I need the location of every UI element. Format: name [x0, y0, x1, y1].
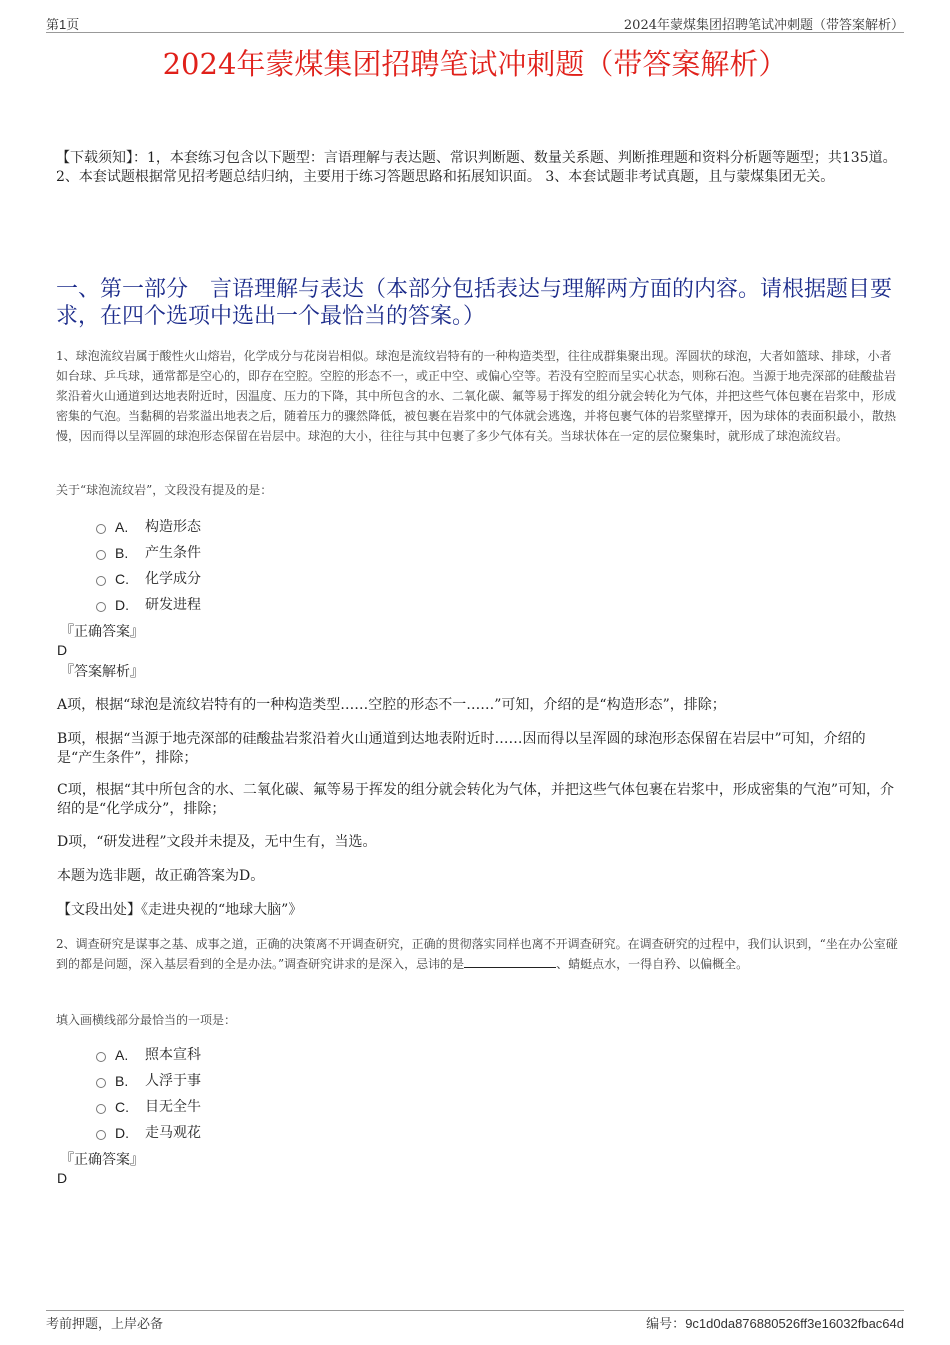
- fill-in-blank: [464, 955, 556, 968]
- code-label: 编号：: [646, 1317, 686, 1332]
- page-title: 2024年蒙煤集团招聘笔试冲刺题（带答案解析）: [162, 47, 788, 81]
- question-2-prompt: 填入画横线部分最恰当的一项是：: [56, 1013, 237, 1027]
- section-title: 一、第一部分 言语理解与表达（本部分包括表达与理解两方面的内容。请根据题目要求，在四个选项中选出一个最恰当的答案。）: [56, 277, 893, 329]
- option-letter: D.: [115, 1125, 129, 1141]
- analysis-c: C项，根据“其中所包含的水、二氧化碳、氟等易于挥发的组分就会转化为气体，并把这些气体包裹在岩浆中，形成密集的气泡”可知，介绍的是“化学成分”，排除；: [57, 782, 895, 817]
- option-letter: D.: [115, 597, 129, 613]
- radio-icon[interactable]: [96, 576, 106, 586]
- radio-icon[interactable]: [96, 1130, 106, 1140]
- answer-label: 『正确答案』: [60, 624, 144, 640]
- radio-icon[interactable]: [96, 602, 106, 612]
- option-letter: B.: [115, 1073, 129, 1089]
- option-letter: C.: [115, 1099, 129, 1115]
- radio-icon[interactable]: [96, 550, 106, 560]
- page-number: 第1页: [46, 17, 80, 32]
- analysis-d: D项，“研发进程”文段并未提及，无中生有，当选。: [57, 834, 377, 850]
- option-text: 走马观花: [145, 1125, 201, 1141]
- option-a[interactable]: [96, 1042, 496, 1068]
- header-doc-title: 2024年蒙煤集团招聘笔试冲刺题（带答案解析）: [623, 18, 904, 33]
- option-d[interactable]: [96, 1120, 496, 1146]
- answer-value: D: [57, 1170, 68, 1186]
- question-1-options: [96, 514, 496, 618]
- option-d[interactable]: [96, 592, 496, 618]
- option-text: 目无全牛: [145, 1099, 201, 1115]
- option-letter: B.: [115, 545, 129, 561]
- analysis-b: B项，根据“当源于地壳深部的硅酸盐岩浆沿着火山通道到达地表附近时……因而得以呈浑圆的球泡形态保留在岩层中”可知，介绍的是“产生条件”，排除；: [57, 731, 866, 766]
- analysis-a: A项，根据“球泡是流纹岩特有的一种构造类型……空腔的形态不一……”可知，介绍的是“构造形态”，排除；: [57, 697, 726, 713]
- radio-icon[interactable]: [96, 1104, 106, 1114]
- option-text: 研发进程: [145, 597, 201, 613]
- header-divider: [46, 32, 904, 33]
- code-value: 9c1d0da876880526ff3e16032fbac64d: [685, 1316, 904, 1331]
- radio-icon[interactable]: [96, 1078, 106, 1088]
- question-2-text: [56, 934, 898, 974]
- analysis-conclusion: 本题为选非题，故正确答案为D。: [57, 868, 265, 884]
- footer-code: [646, 1313, 904, 1332]
- option-letter: A.: [115, 1047, 129, 1063]
- option-text: 化学成分: [145, 571, 201, 587]
- option-text: 照本宣科: [145, 1047, 201, 1063]
- question-1-text: 1、球泡流纹岩属于酸性火山熔岩，化学成分与花岗岩相似。球泡是流纹岩特有的一种构造类型，往往成群集聚出现。浑圆状的球泡，大者如篮球、排球，小者如台球、乒乓球，通常都是空心的，即存在空腔。空腔的形态不一，或正中空、或偏心空等。若没有空腔而呈实心状态，则称石泡。当源于地壳深部的硅酸盐岩浆沿着火山通道到达地表附近时，因温度、压力的下降，其中所包含的水、二氧化碳、氟等易于挥发的组分就会转化为气体，并把这些气体包裹在岩浆中，形成密集的气泡。当黏稠的岩浆溢出地表之后，随着压力的骤然降低，被包裹在岩浆中的气体就会逃逸，并将包裹气体的岩浆壁撑开，因为球体的表面积最小，散热慢，因而得以呈浑圆的球泡形态保留在岩层中。球泡的大小，往往与其中包裹了多少气体有关。当球状体在一定的层位聚集时，就形成了球泡流纹岩。: [56, 349, 897, 443]
- option-a[interactable]: [96, 514, 496, 540]
- answer-label: 『正确答案』: [60, 1152, 144, 1168]
- option-text: 人浮于事: [145, 1073, 201, 1089]
- option-b[interactable]: [96, 1068, 496, 1094]
- page-header: [46, 14, 904, 32]
- question-2-text-after: 、蜻蜓点水，一得自矜、以偏概全。: [556, 957, 749, 971]
- footer-divider: [46, 1310, 904, 1311]
- question-2-options: [96, 1042, 496, 1146]
- option-letter: A.: [115, 519, 129, 535]
- option-c[interactable]: [96, 566, 496, 592]
- option-letter: C.: [115, 571, 129, 587]
- question-2-text-before: 2、调查研究是谋事之基、成事之道，正确的决策离不开调查研究，正确的贯彻落实同样也离不开调查研究。在调查研究的过程中，我们认识到，“坐在办公室碰到的都是问题，深入基层看到的全是办法。”调查研究讲求的是深入，忌讳的是: [56, 937, 898, 971]
- option-b[interactable]: [96, 540, 496, 566]
- question-1-prompt: 关于“球泡流纹岩”，文段没有提及的是：: [56, 483, 273, 497]
- radio-icon[interactable]: [96, 1052, 106, 1062]
- option-text: 产生条件: [145, 545, 201, 561]
- option-c[interactable]: [96, 1094, 496, 1120]
- answer-value: D: [57, 642, 68, 658]
- footer-slogan: 考前押题，上岸必备: [46, 1317, 164, 1332]
- download-notice: 【下载须知】：1，本套练习包含以下题型：言语理解与表达题、常识判断题、数量关系题、判断推理题和资料分析题等题型；共135道。 2、本套试题根据常见招考题总结归纳，主要用于练习答题思路和拓展知识面。 3、本套试题非考试真题，且与蒙煤集团无关。: [56, 150, 897, 185]
- radio-icon[interactable]: [96, 524, 106, 534]
- analysis-label: 『答案解析』: [60, 664, 144, 680]
- page-footer: [46, 1313, 904, 1331]
- text-source: 【文段出处】《走进央视的“地球大脑”》: [57, 902, 303, 918]
- option-text: 构造形态: [145, 519, 201, 535]
